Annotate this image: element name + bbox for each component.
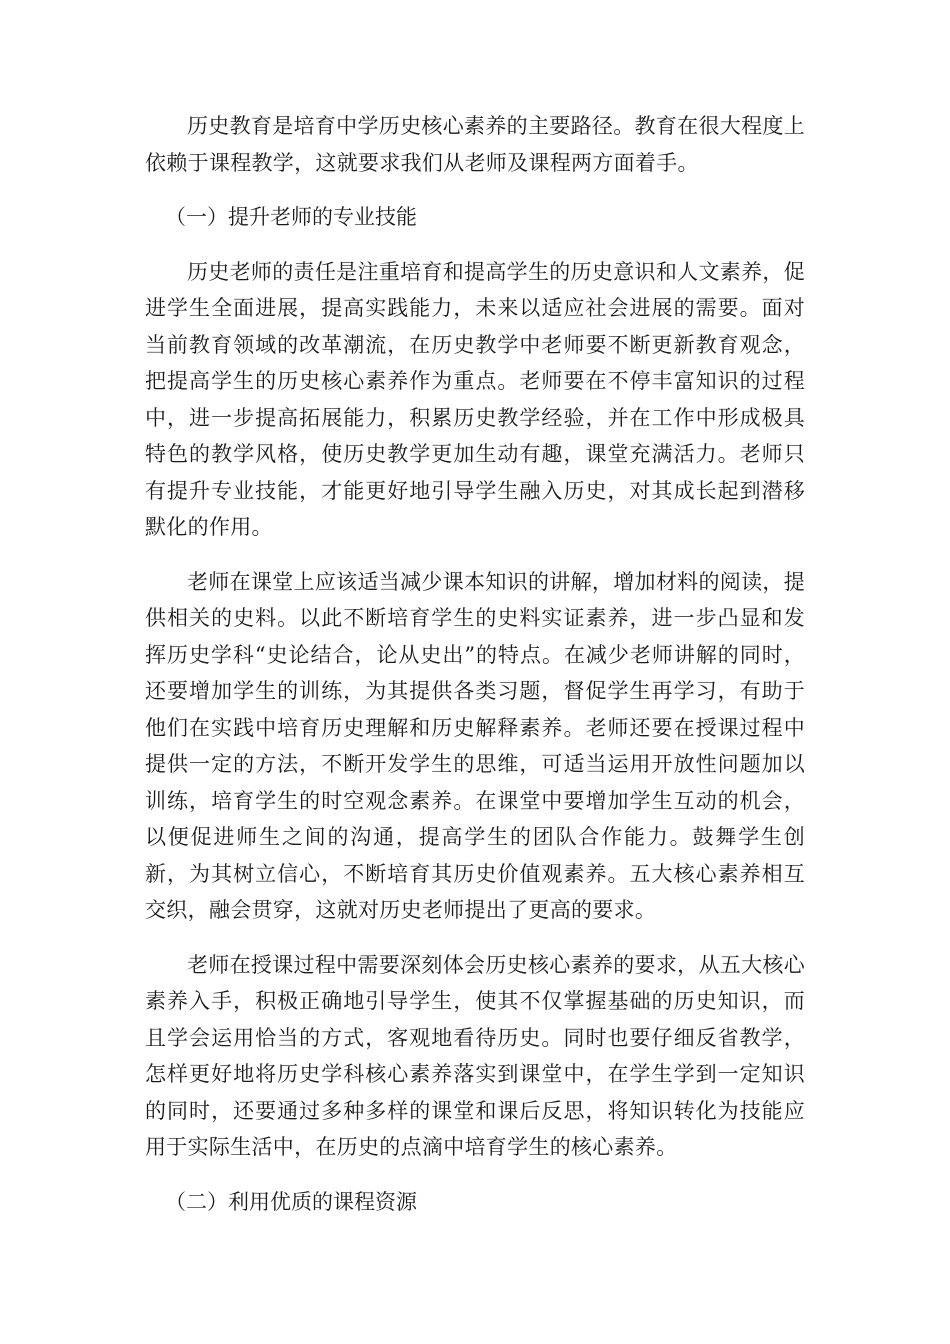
- section-heading-1: （一）提升老师的专业技能: [165, 205, 417, 229]
- paragraph-classroom-methods: 老师在课堂上应该适当减少课本知识的讲解，增加材料的阅读，提供相关的史料。以此不断培育学生的史料实证素养，进一步凸显和发挥历史学科“史论结合，论从史出”的特点。在减少老师讲解的同时，还要增加学生的训练，为其提供各类习题，督促学生再学习，有助于他们在实践中培育历史理解和历史解释素养。老师还要在授课过程中提供一定的方法，不断开发学生的思维，可适当运用开放性问题加以训练，培育学生的时空观念素养。在课堂中要增加学生互动的机会，以便促进师生之间的沟通，提高学生的团队合作能力。鼓舞学生创新，为其树立信心，不断培育其历史价值观素养。五大核心素养相互交织，融会贯穿，这就对历史老师提出了更高的要求。: [145, 569, 805, 922]
- section-heading-2: （二）利用优质的课程资源: [165, 1189, 417, 1214]
- paragraph-teacher-responsibility: 历史老师的责任是注重培育和提高学生的历史意识和人文素养，促进学生全面进展，提高实践能力，未来以适应社会进展的需要。面对当前教育领域的改革潮流，在历史教学中老师要不断更新教育观念，把提高学生的历史核心素养作为重点。老师要在不停丰富知识的过程中，进一步提高拓展能力，积累历史教学经验，并在工作中形成极具特色的教学风格，使历史教学更加生动有趣，课堂充满活力。老师只有提升专业技能，才能更好地引导学生融入历史，对其成长起到潜移默化的作用。: [145, 259, 805, 539]
- paragraph-intro: 历史教育是培育中学历史核心素养的主要路径。教育在很大程度上依赖于课程教学，这就要求我们从老师及课程两方面着手。: [145, 114, 805, 175]
- paragraph-core-literacy: 老师在授课过程中需要深刻体会历史核心素养的要求，从五大核心素养入手，积极正确地引导学生，使其不仅掌握基础的历史知识，而且学会运用恰当的方式，客观地看待历史。同时也要仔细反省教学，怎样更好地将历史学科核心素养落实到课堂中，在学生学到一定知识的同时，还要通过多种多样的课堂和课后反思，将知识转化为技能应用于实际生活中，在历史的点滴中培育学生的核心素养。: [145, 952, 805, 1159]
